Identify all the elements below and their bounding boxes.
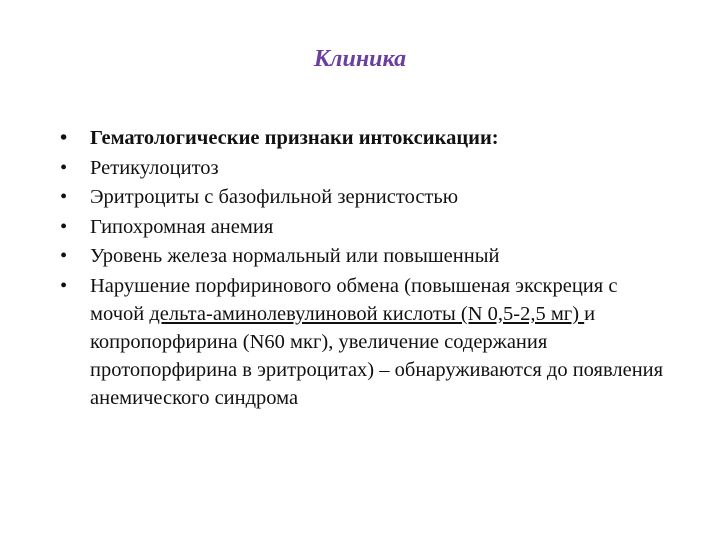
bullet-icon: • (60, 156, 68, 179)
list-item (60, 213, 670, 241)
list-item-text: Гематологические признаки интоксикации: (90, 127, 499, 149)
bullet-icon: • (60, 245, 68, 267)
list-item (60, 242, 670, 270)
list-item (60, 124, 670, 152)
bullet-icon: • (60, 186, 68, 208)
bullet-icon: • (60, 127, 68, 149)
bullet-icon: • (60, 215, 68, 238)
list-item (60, 272, 670, 412)
bullet-icon: • (60, 274, 68, 297)
list-item-text: Гипохромная анемия (90, 215, 274, 238)
slide-title: Клиника (313, 46, 407, 72)
list-item-text (90, 275, 663, 409)
bullet-list (60, 124, 670, 413)
list-item (60, 183, 670, 211)
list-item-text: Ретикулоцитоз (90, 156, 219, 179)
underlined-text: дельта-аминолевулиновой кислоты (N 0,5-2,5 мг) (149, 302, 585, 325)
list-item-text: Уровень железа нормальный или повышенный (90, 245, 500, 267)
list-item-text: Эритроциты с базофильной зернистостью (90, 186, 459, 208)
text-segment: Нарушение порфиринового обмена (повышеная экскреция с мочой (90, 274, 618, 325)
list-item (60, 154, 670, 182)
text-segment: и копропорфирина (N60 мкг), увеличение содержания протопорфирина в эритроцитах) – обнаруживаются до появления анемического синдрома (90, 302, 664, 409)
